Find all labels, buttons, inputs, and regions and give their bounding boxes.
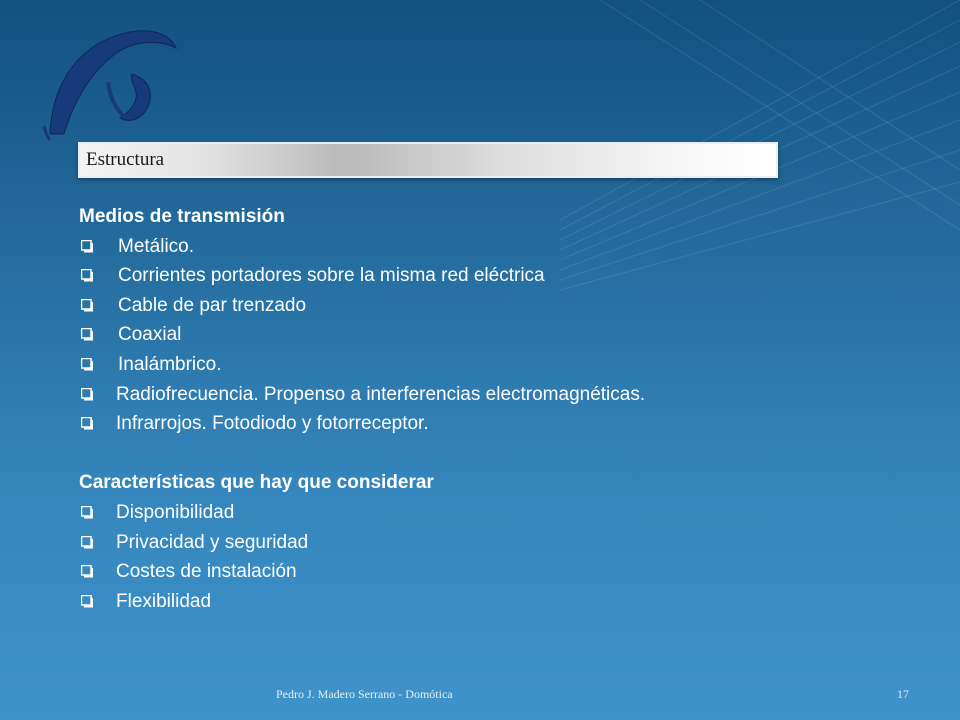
- list-item-label: Radiofrecuencia. Propenso a interferencias electromagnéticas.: [116, 383, 646, 405]
- section-heading-characteristics: Características que hay que considerar: [79, 472, 434, 494]
- slide-title: Estructura: [86, 149, 165, 170]
- logo: [40, 22, 180, 142]
- checkbox-square-icon: [81, 388, 94, 401]
- checkbox-square-icon: [81, 328, 94, 341]
- section-heading-transmission: Medios de transmisión: [79, 206, 285, 227]
- list-item: [79, 291, 899, 321]
- list-item: [79, 261, 899, 291]
- checkbox-square-icon: [81, 269, 94, 282]
- list-item: [79, 232, 899, 262]
- list-item-label: Privacidad y seguridad: [116, 531, 309, 553]
- list-item: [79, 350, 899, 380]
- slide-content: [79, 202, 899, 616]
- footer-author: Pedro J. Madero Serrano - Domótica: [276, 687, 453, 701]
- list-item-label: Costes de instalación: [116, 561, 297, 583]
- list-item-label: Flexibilidad: [116, 590, 212, 612]
- checkbox-square-icon: [81, 358, 94, 371]
- checkbox-square-icon: [81, 240, 94, 253]
- list-item-label: Disponibilidad: [116, 501, 235, 523]
- list-item-label: Inalámbrico.: [118, 353, 222, 375]
- list-item-label: Metálico.: [118, 235, 195, 257]
- slide-footer: [0, 685, 960, 705]
- list-item-label: Cable de par trenzado: [118, 294, 307, 316]
- list-item: [79, 409, 899, 439]
- list-item: [79, 498, 899, 528]
- checkbox-square-icon: [81, 417, 94, 430]
- list-item: [79, 557, 899, 587]
- list-item-label: Corrientes portadores sobre la misma red eléctrica: [118, 265, 545, 287]
- checkbox-square-icon: [81, 565, 94, 578]
- list-item: [79, 528, 899, 558]
- list-item: [79, 320, 899, 350]
- list-item-label: Coaxial: [118, 324, 182, 346]
- checkbox-square-icon: [81, 536, 94, 549]
- checkbox-square-icon: [81, 595, 94, 608]
- spacer: [79, 439, 899, 469]
- checkbox-square-icon: [81, 299, 94, 312]
- list-item: [79, 380, 899, 410]
- page-number: 17: [897, 687, 909, 701]
- slide-title-bar: [78, 142, 778, 178]
- list-item: [79, 587, 899, 617]
- list-item-label: Infrarrojos. Fotodiodo y fotorreceptor.: [116, 413, 429, 435]
- checkbox-square-icon: [81, 506, 94, 519]
